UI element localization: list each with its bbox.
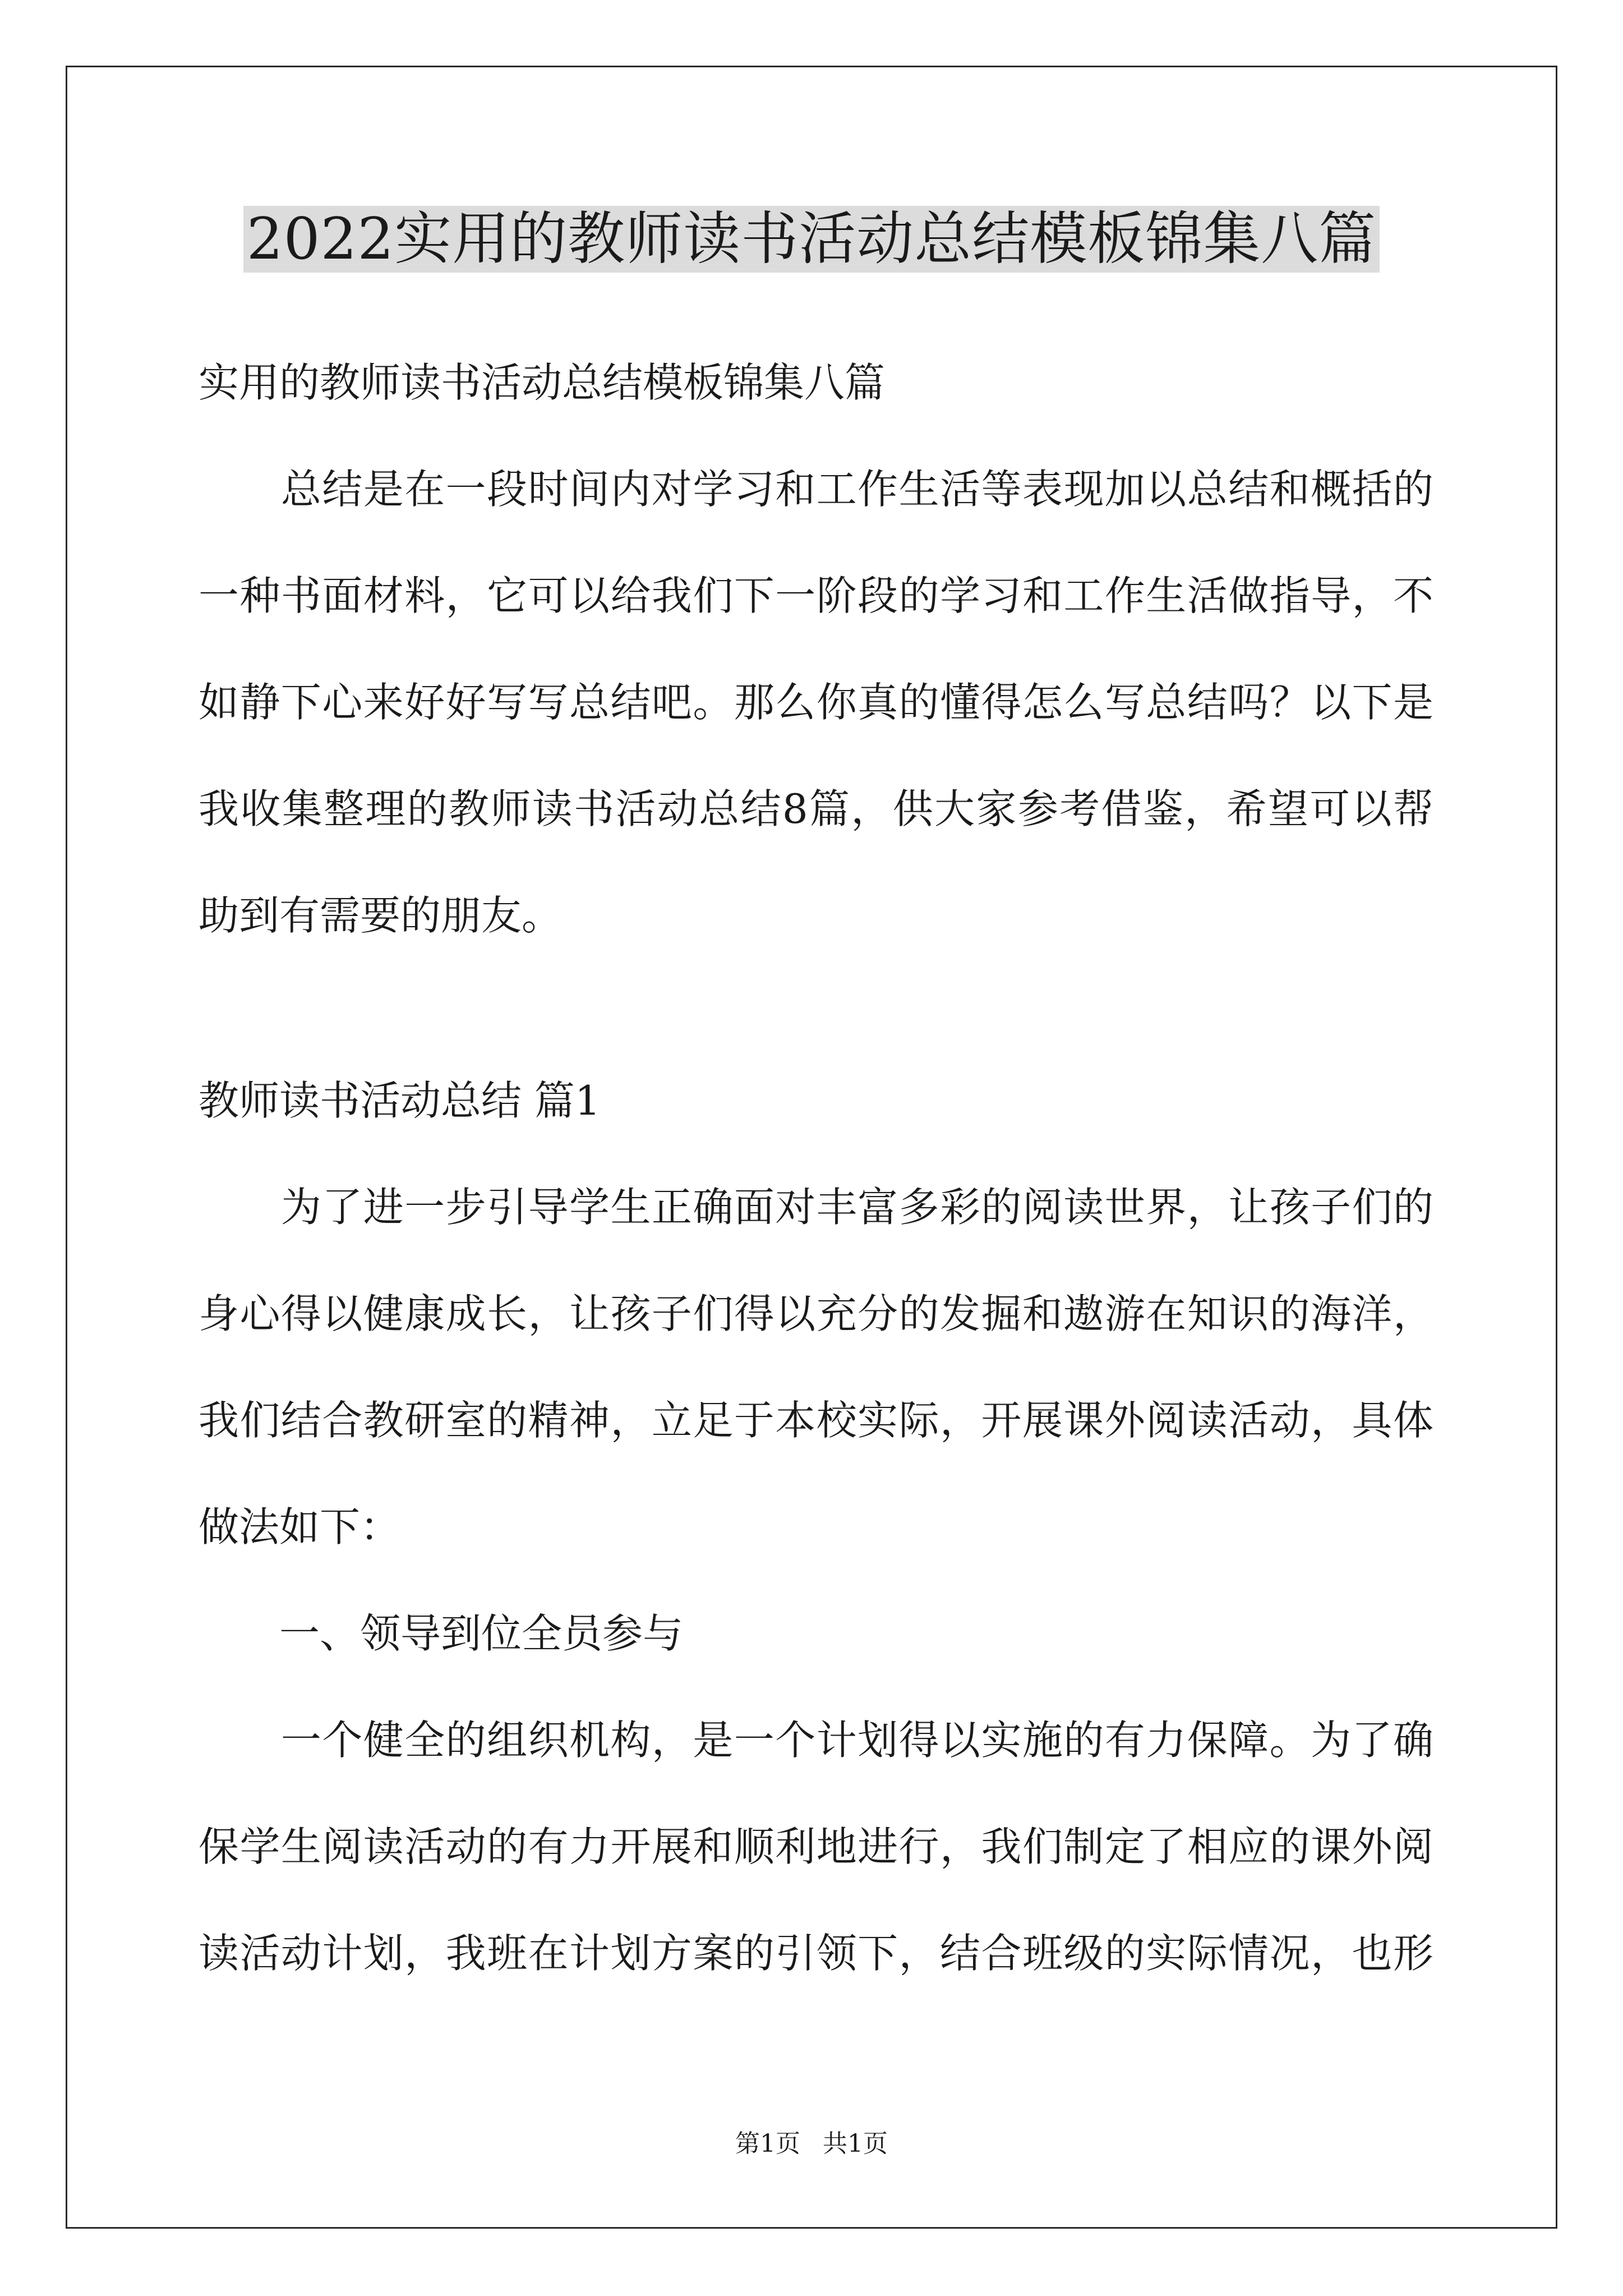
- section-line: 做法如下：: [199, 1503, 401, 1550]
- para-line: 读活动计划，我班在计划方案的引领下，结合班级的实际情况，也形: [199, 1930, 1433, 1977]
- section-line: 我们结合教研室的精神，立足于本校实际，开展课外阅读活动，具体: [199, 1397, 1433, 1444]
- intro-line: 一种书面材料，它可以给我们下一阶段的学习和工作生活做指导，不: [199, 572, 1433, 619]
- page-number: 第1页: [735, 2129, 800, 2158]
- intro-line: 总结是在一段时间内对学习和工作生活等表现加以总结和概括的: [199, 466, 1433, 513]
- section-line: 为了进一步引导学生正确面对丰富多彩的阅读世界，让孩子们的: [199, 1184, 1433, 1231]
- intro-line: 我收集整理的教师读书活动总结8篇，供大家参考借鉴，希望可以帮: [199, 785, 1433, 832]
- subheading: 一、领导到位全员参与: [199, 1610, 684, 1657]
- document-subtitle: 实用的教师读书活动总结模板锦集八篇: [199, 359, 886, 406]
- para-line: 一个健全的组织机构，是一个计划得以实施的有力保障。为了确: [199, 1717, 1433, 1764]
- page-footer: [0, 2127, 1623, 2161]
- para-line: 保学生阅读活动的有力开展和顺利地进行，我们制定了相应的课外阅: [199, 1823, 1433, 1870]
- intro-line: 如静下心来好好写写总结吧。那么你真的懂得怎么写总结吗？以下是: [199, 679, 1433, 726]
- document-title: [0, 203, 1623, 276]
- document-title-text: 2022实用的教师读书活动总结模板锦集八篇: [243, 206, 1380, 273]
- page-total: 共1页: [823, 2129, 888, 2158]
- intro-line: 助到有需要的朋友。: [199, 892, 562, 939]
- section-heading: 教师读书活动总结 篇1: [199, 1077, 601, 1124]
- section-line: 身心得以健康成长，让孩子们得以充分的发掘和遨游在知识的海洋，: [199, 1290, 1433, 1337]
